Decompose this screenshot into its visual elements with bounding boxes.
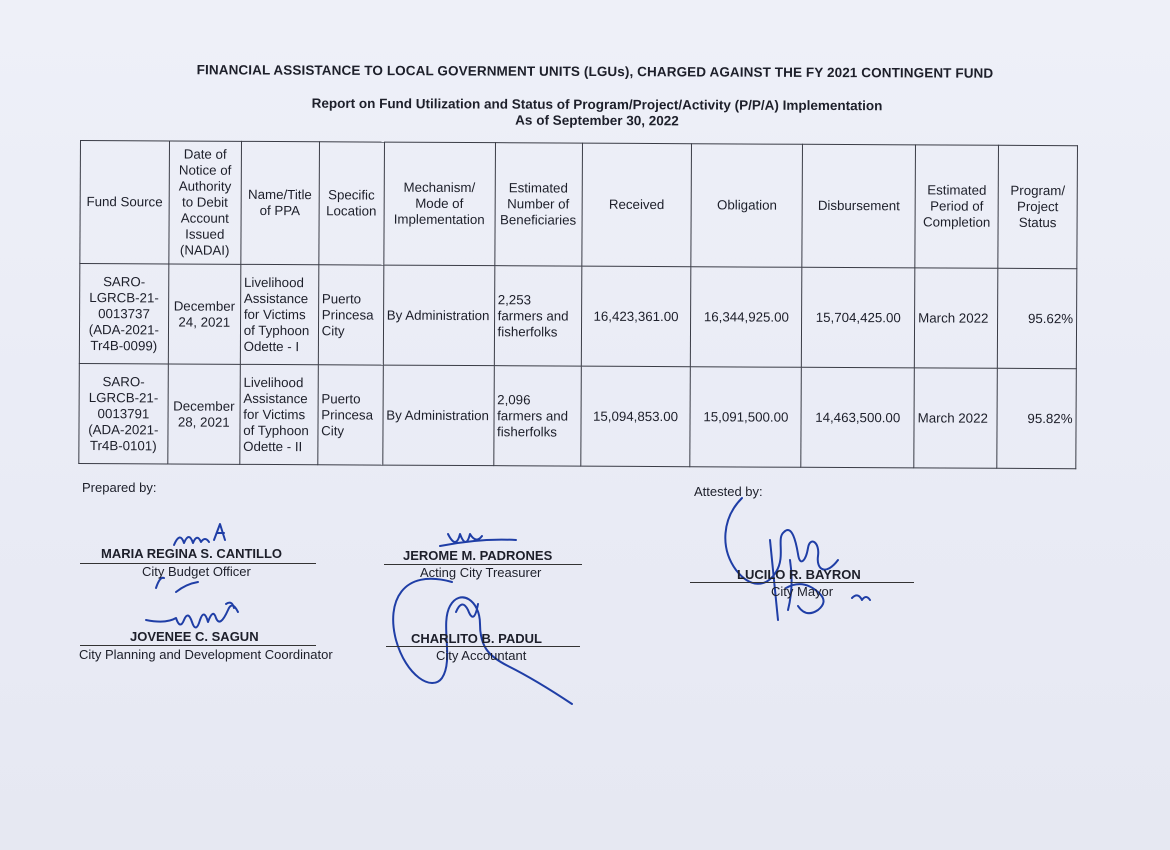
planning-coordinator-signature-line bbox=[80, 645, 316, 646]
col-header-disbursement: Disbursement bbox=[802, 144, 915, 268]
cell-ppa: Livelihood Assistance for Victims of Typhoon Odette - I bbox=[240, 264, 318, 364]
cell-completion: March 2022 bbox=[914, 268, 997, 368]
cell-location: Puerto Princesa City bbox=[318, 265, 383, 365]
col-header-obligation: Obligation bbox=[691, 144, 803, 268]
cell-received: 15,094,853.00 bbox=[580, 366, 690, 467]
cell-mechanism: By Administration bbox=[382, 365, 493, 466]
attested-by-label: Attested by: bbox=[694, 484, 763, 499]
cell-beneficiaries: 2,253 farmers and fisherfolks bbox=[494, 266, 581, 366]
mayor-signature-line bbox=[690, 582, 914, 583]
col-header-beneficiaries: Estimated Number of Beneficiaries bbox=[494, 143, 582, 266]
cell-mechanism: By Administration bbox=[383, 265, 494, 366]
col-header-ppa: Name/Title of PPA bbox=[241, 141, 320, 264]
signature-cantillo bbox=[174, 524, 225, 545]
signature-bayron bbox=[725, 498, 870, 620]
signature-sagun bbox=[146, 603, 238, 628]
cell-fund-source: SARO-LGRCB-21-0013791 (ADA-2021-Tr4B-0101) bbox=[79, 363, 168, 463]
cell-obligation: 15,091,500.00 bbox=[690, 367, 801, 468]
budget-officer-name: MARIA REGINA S. CANTILLO bbox=[101, 546, 283, 561]
mayor-title: City Mayor bbox=[771, 584, 834, 599]
col-header-location: Specific Location bbox=[319, 142, 385, 265]
cell-status: 95.62% bbox=[997, 268, 1076, 368]
report-date: As of September 30, 2022 bbox=[515, 112, 679, 129]
treasurer-name: JEROME M. PADRONES bbox=[403, 548, 553, 563]
cell-disbursement: 15,704,425.00 bbox=[802, 267, 915, 368]
cell-nadai-date: December 24, 2021 bbox=[168, 264, 240, 364]
report-title: FINANCIAL ASSISTANCE TO LOCAL GOVERNMENT UNITS (LGUs), CHARGED AGAINST THE FY 2021 CONTINGENT FUND bbox=[196, 62, 994, 81]
cell-disbursement: 14,463,500.00 bbox=[801, 367, 914, 468]
signature-padrones bbox=[440, 534, 516, 546]
accountant-title: City Accountant bbox=[436, 648, 527, 663]
col-header-nadai-date: Date of Notice of Authority to Debit Account Issued (NADAI) bbox=[169, 141, 242, 264]
prepared-by-label: Prepared by: bbox=[82, 480, 157, 495]
report-subtitle: Report on Fund Utilization and Status of Program/Project/Activity (P/P/A) Implementation bbox=[311, 95, 883, 114]
col-header-fund-source: Fund Source bbox=[80, 141, 169, 264]
signature-budget-officer-mark bbox=[156, 578, 198, 592]
cell-beneficiaries: 2,096 farmers and fisherfolks bbox=[493, 366, 580, 466]
treasurer-title: Acting City Treasurer bbox=[420, 565, 542, 580]
col-header-completion: Estimated Period of Completion bbox=[915, 145, 999, 268]
cell-status: 95.82% bbox=[997, 368, 1076, 468]
cell-location: Puerto Princesa City bbox=[318, 365, 383, 465]
cell-completion: March 2022 bbox=[914, 368, 997, 468]
planning-coordinator-title: City Planning and Development Coordinator bbox=[79, 647, 333, 662]
cell-nadai-date: December 28, 2021 bbox=[168, 364, 240, 464]
planning-coordinator-name: JOVENEE C. SAGUN bbox=[130, 629, 259, 644]
col-header-status: Program/ Project Status bbox=[998, 145, 1078, 268]
col-header-received: Received bbox=[581, 143, 692, 267]
mayor-name: LUCILO R. BAYRON bbox=[737, 567, 861, 582]
accountant-name: CHARLITO B. PADUL bbox=[411, 631, 542, 646]
budget-officer-title: City Budget Officer bbox=[142, 564, 251, 579]
cell-obligation: 16,344,925.00 bbox=[691, 267, 802, 368]
cell-received: 16,423,361.00 bbox=[581, 266, 691, 367]
accountant-signature-line bbox=[386, 646, 580, 647]
col-header-mechanism: Mechanism/ Mode of Implementation bbox=[384, 142, 496, 266]
cell-ppa: Livelihood Assistance for Victims of Typhoon Odette - II bbox=[240, 364, 318, 464]
cell-fund-source: SARO-LGRCB-21-0013737 (ADA-2021-Tr4B-0099) bbox=[79, 264, 168, 364]
